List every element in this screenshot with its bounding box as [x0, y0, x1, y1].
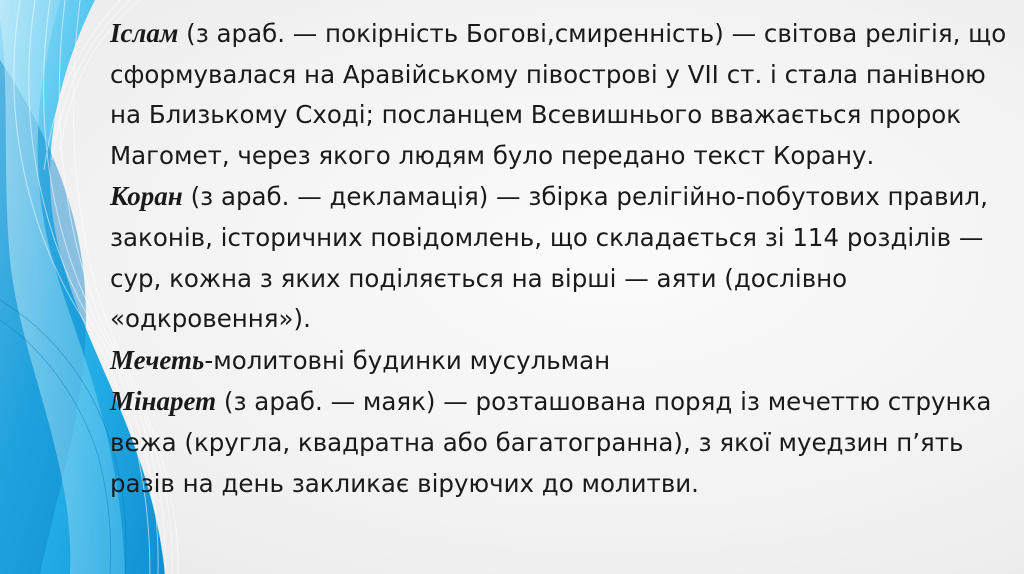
term-islam: Іслам — [110, 18, 179, 48]
definitions-text — [110, 13, 1010, 504]
definition-mosque-text: -молитовні будинки мусульман — [204, 345, 611, 375]
term-mosque: Мечеть — [110, 344, 205, 375]
definition-koran-text: (з араб. — декламація) — збірка релігійно-побутових правил, законів, історичних повідомлень, що складається зі 114 розділів — сур, кожна з яких поділяється на вірші — аяти (дослівно «одкровення»). — [110, 182, 988, 334]
definition-islam — [110, 13, 1010, 176]
definition-minaret-text: (з араб. — маяк) — розташована поряд із мечеттю струнка вежа (кругла, квадратна або багатогранна), з якої муедзин п’ять разів на день закликає віруючих до молитви. — [110, 387, 992, 498]
definition-koran — [110, 176, 1010, 339]
definition-mosque — [110, 340, 1010, 382]
term-minaret: Мінарет — [110, 386, 217, 417]
term-koran: Коран — [110, 181, 183, 212]
definition-islam-text: (з араб. — покірність Богові,смиренність) — світова релігія, що сформувалася на Аравійському півострові у VII ст. і стала панівною на Близькому Сході; посланцем Всевишнього вважається пророк Магомет, через якого людям було передано текст Корану. — [110, 19, 1007, 170]
definition-minaret — [110, 381, 1010, 504]
